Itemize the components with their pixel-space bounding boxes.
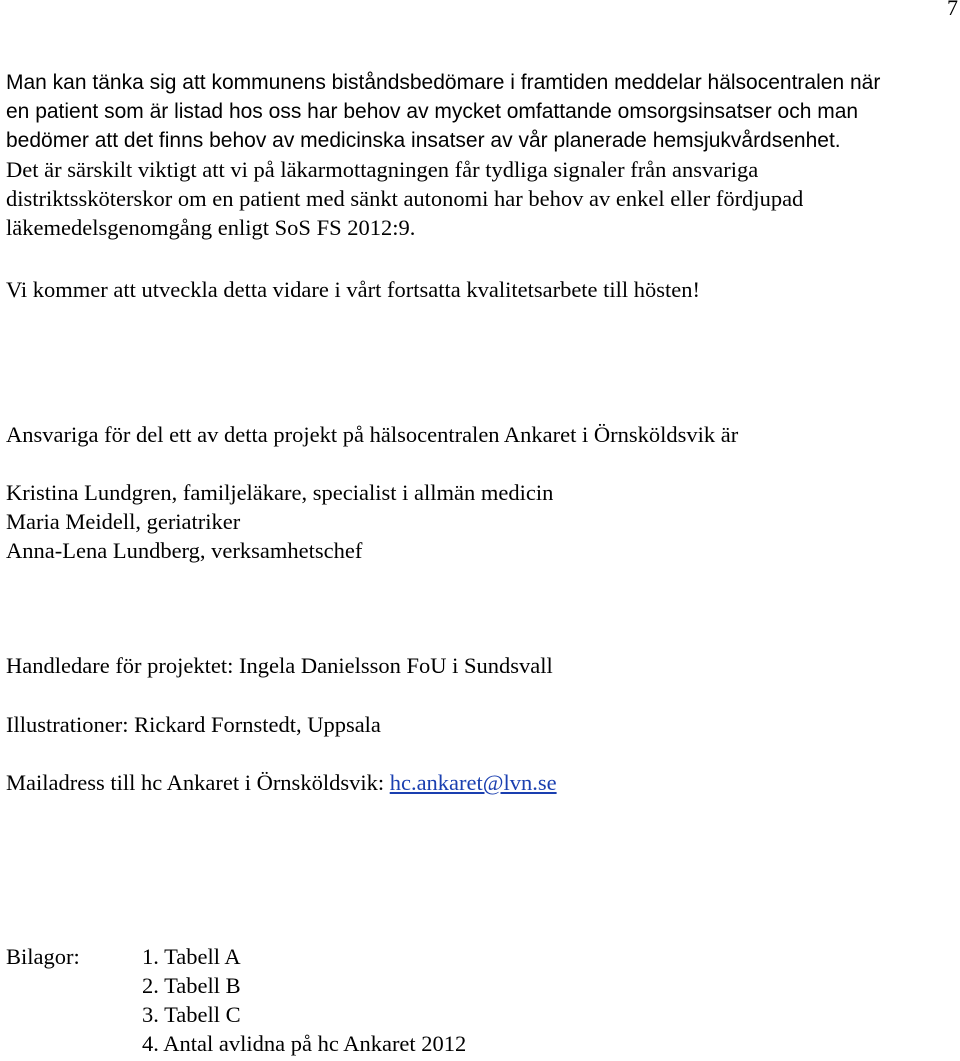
supervisor-line: Handledare för projektet: Ingela Danielsson FoU i Sundsvall [6,653,553,678]
attachment-item: 2. Tabell B [142,973,241,998]
responsible-person: Anna-Lena Lundberg, verksamhetschef [6,538,363,563]
mail-label: Mailadress till hc Ankaret i Örnsköldsvik: [6,770,390,795]
attachment-item: 4. Antal avlidna på hc Ankaret 2012 [142,1031,467,1056]
responsible-people-list [6,478,553,565]
intro-line: Det är särskilt viktigt att vi på läkarmottagningen får tydliga signaler från ansvariga [6,157,759,182]
intro-line: läkemedelsgenomgång enligt SoS FS 2012:9. [6,215,416,240]
attachment-item: 3. Tabell C [142,1002,241,1027]
attachment-item: 1. Tabell A [142,944,241,969]
attachments-label: Bilagor: [6,944,80,969]
mail-line [6,768,557,797]
intro-line: distriktssköterskor om en patient med sänkt autonomi har behov av enkel eller fördjupad [6,186,804,211]
illustrations-line: Illustrationer: Rickard Fornstedt, Uppsala [6,712,381,737]
responsible-intro: Ansvariga för del ett av detta projekt på hälsocentralen Ankaret i Örnsköldsvik är [6,422,739,447]
responsible-person: Maria Meidell, geriatriker [6,509,241,534]
email-link[interactable]: hc.ankaret@lvn.se [389,770,557,795]
intro-line: bedömer att det finns behov av medicinska insatser av vår planerade hemsjukvårdsenhet. [6,129,841,152]
page-number: 7 [947,0,958,20]
development-statement: Vi kommer att utveckla detta vidare i vårt fortsatta kvalitetsarbete till hösten! [6,277,701,302]
responsible-person: Kristina Lundgren, familjeläkare, specialist i allmän medicin [6,480,554,505]
intro-line: Man kan tänka sig att kommunens biståndsbedömare i framtiden meddelar hälsocentralen när [6,71,881,94]
attachments-list [142,942,466,1058]
intro-paragraph [6,68,880,242]
intro-line: en patient som är listad hos oss har behov av mycket omfattande omsorgsinsatser och man [6,100,859,123]
